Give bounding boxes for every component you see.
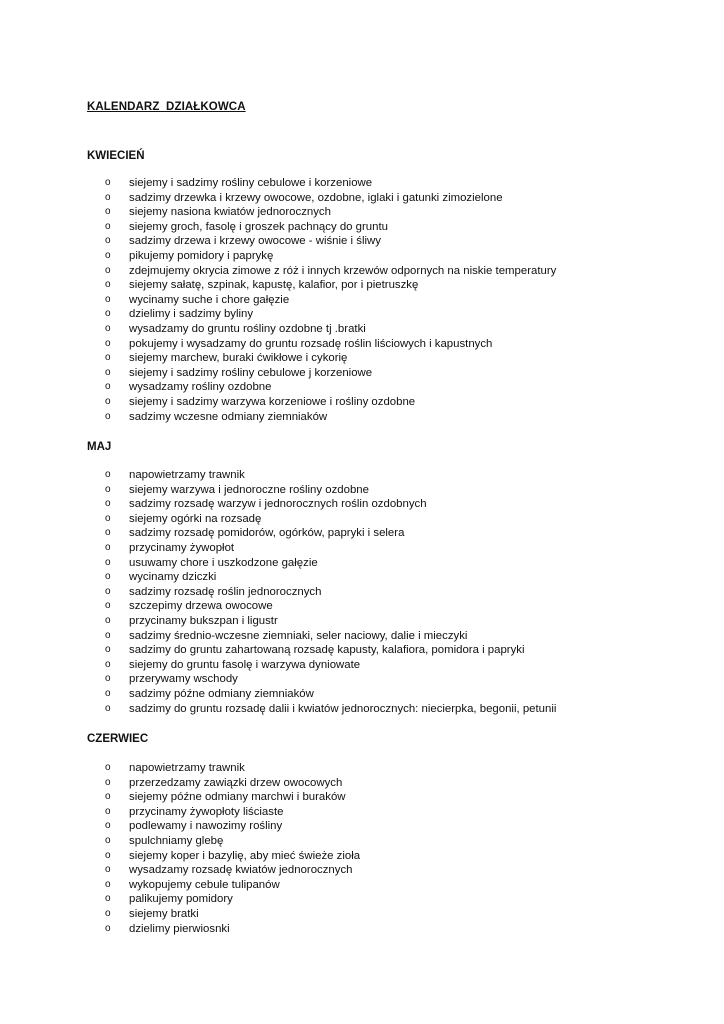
bullet-icon: o <box>105 629 111 641</box>
list-item <box>0 658 724 673</box>
list-april <box>0 176 724 424</box>
bullet-icon: o <box>105 410 111 422</box>
bullet-icon: o <box>105 673 111 685</box>
bullet-icon: o <box>105 264 111 276</box>
list-item-text: sadzimy do gruntu rozsadę dalii i kwiatów jednorocznych: niecierpka, begonii, petunii <box>129 702 557 715</box>
list-item-text: palikujemy pomidory <box>129 893 233 906</box>
bullet-icon: o <box>105 235 111 247</box>
list-item <box>0 351 724 366</box>
list-item <box>0 322 724 337</box>
bullet-icon: o <box>105 702 111 714</box>
bullet-icon: o <box>105 600 111 612</box>
list-item-text: pokujemy i wysadzamy do gruntu rozsadę roślin liściowych i kapustnych <box>129 337 493 350</box>
list-item <box>0 191 724 206</box>
list-item <box>0 570 724 585</box>
list-may <box>0 468 724 716</box>
list-item <box>0 380 724 395</box>
list-item-text: sadzimy późne odmiany ziemniaków <box>129 687 314 700</box>
list-item-text: szczepimy drzewa owocowe <box>129 600 273 613</box>
list-item <box>0 366 724 381</box>
bullet-icon: o <box>105 893 111 905</box>
list-item-text: spulchniamy glebę <box>129 834 224 847</box>
bullet-icon: o <box>105 527 111 539</box>
bullet-icon: o <box>105 820 111 832</box>
list-item <box>0 805 724 820</box>
bullet-icon: o <box>105 571 111 583</box>
list-item-text: siejemy bratki <box>129 907 199 920</box>
bullet-icon: o <box>105 864 111 876</box>
list-item <box>0 556 724 571</box>
list-item <box>0 293 724 308</box>
list-item <box>0 672 724 687</box>
list-item <box>0 585 724 600</box>
list-item-text: dzielimy pierwiosnki <box>129 922 230 935</box>
list-item-text: wycinamy dziczki <box>129 571 217 584</box>
list-item-text: siejemy sałatę, szpinak, kapustę, kalafior, por i pietruszkę <box>129 279 419 292</box>
bullet-icon: o <box>105 366 111 378</box>
list-item-text: przerywamy wschody <box>129 673 238 686</box>
list-item <box>0 337 724 352</box>
list-item-text: sadzimy drzewa i krzewy owocowe - wiśnie i śliwy <box>129 235 381 248</box>
list-item-text: siejemy i sadzimy rośliny cebulowe j korzeniowe <box>129 366 373 379</box>
list-item-text: sadzimy rozsadę roślin jednorocznych <box>129 585 322 598</box>
list-item-text: wysadzamy rozsadę kwiatów jednorocznych <box>129 864 353 877</box>
bullet-icon: o <box>105 644 111 656</box>
bullet-icon: o <box>105 907 111 919</box>
list-item-text: przycinamy bukszpan i ligustr <box>129 614 278 627</box>
list-item <box>0 307 724 322</box>
list-item <box>0 395 724 410</box>
list-item-text: siejemy i sadzimy warzywa korzeniowe i rośliny ozdobne <box>129 395 416 408</box>
bullet-icon: o <box>105 206 111 218</box>
bullet-icon: o <box>105 220 111 232</box>
bullet-icon: o <box>105 541 111 553</box>
list-item-text: pikujemy pomidory i paprykę <box>129 249 274 262</box>
list-item-text: napowietrzamy trawnik <box>129 469 245 481</box>
section-heading-april: KWIECIEŃ <box>87 150 145 162</box>
list-item <box>0 819 724 834</box>
list-item <box>0 863 724 878</box>
bullet-icon: o <box>105 322 111 334</box>
list-item-text: zdejmujemy okrycia zimowe z róż i innych krzewów odpornych na niskie temperatury <box>129 264 557 277</box>
list-item <box>0 468 724 483</box>
bullet-icon: o <box>105 337 111 349</box>
list-item <box>0 922 724 937</box>
list-item <box>0 790 724 805</box>
list-item <box>0 907 724 922</box>
list-item-text: siejemy koper i bazylię, aby mieć świeże zioła <box>129 849 361 862</box>
list-item-text: wykopujemy cebule tulipanów <box>129 878 280 891</box>
list-item <box>0 249 724 264</box>
bullet-icon: o <box>105 293 111 305</box>
bullet-icon: o <box>105 395 111 407</box>
list-item <box>0 483 724 498</box>
list-item <box>0 687 724 702</box>
bullet-icon: o <box>105 512 111 524</box>
bullet-icon: o <box>105 249 111 261</box>
list-item-text: usuwamy chore i uszkodzone gałęzie <box>129 556 318 569</box>
bullet-icon: o <box>105 381 111 393</box>
bullet-icon: o <box>105 191 111 203</box>
document-title: KALENDARZ DZIAŁKOWCA <box>87 101 246 113</box>
list-item <box>0 541 724 556</box>
list-item <box>0 526 724 541</box>
bullet-icon: o <box>105 762 111 773</box>
list-item <box>0 205 724 220</box>
list-item-text: siejemy warzywa i jednoroczne rośliny ozdobne <box>129 483 369 496</box>
list-item <box>0 599 724 614</box>
bullet-icon: o <box>105 834 111 846</box>
list-item <box>0 834 724 849</box>
list-item <box>0 234 724 249</box>
bullet-icon: o <box>105 279 111 291</box>
list-item-text: sadzimy rozsadę warzyw i jednorocznych roślin ozdobnych <box>129 498 427 511</box>
list-item <box>0 849 724 864</box>
list-item-text: napowietrzamy trawnik <box>129 762 245 774</box>
list-item-text: wycinamy suche i chore gałęzie <box>129 293 290 306</box>
bullet-icon: o <box>105 658 111 670</box>
list-item-text: siejemy ogórki na rozsadę <box>129 512 262 525</box>
section-heading-may: MAJ <box>87 441 112 453</box>
list-item-text: sadzimy wczesne odmiany ziemniaków <box>129 410 328 423</box>
list-item-text: wysadzamy do gruntu rośliny ozdobne tj .bratki <box>129 322 366 335</box>
bullet-icon: o <box>105 308 111 320</box>
list-item-text: przycinamy żywopłoty liściaste <box>129 805 284 818</box>
list-item <box>0 776 724 791</box>
bullet-icon: o <box>105 922 111 934</box>
list-item <box>0 614 724 629</box>
list-item-text: siejemy groch, fasolę i groszek pachnący do gruntu <box>129 220 388 233</box>
list-item-text: przycinamy żywopłot <box>129 541 235 554</box>
list-item-text: siejemy późne odmiany marchwi i buraków <box>129 791 346 804</box>
list-item-text: siejemy marchew, buraki ćwikłowe i cykorię <box>129 352 348 365</box>
bullet-icon: o <box>105 614 111 626</box>
bullet-icon: o <box>105 687 111 699</box>
list-june <box>0 761 724 936</box>
list-item-text: sadzimy do gruntu zahartowaną rozsadę kapusty, kalafiora, pomidora i papryki <box>129 644 525 657</box>
bullet-icon: o <box>105 849 111 861</box>
bullet-icon: o <box>105 469 111 480</box>
list-item-text: sadzimy drzewka i krzewy owocowe, ozdobne, iglaki i gatunki zimozielone <box>129 191 503 204</box>
list-item <box>0 220 724 235</box>
bullet-icon: o <box>105 791 111 803</box>
list-item <box>0 878 724 893</box>
list-item <box>0 512 724 527</box>
list-item-text: siejemy i sadzimy rośliny cebulowe i korzeniowe <box>129 177 373 189</box>
list-item-text: wysadzamy rośliny ozdobne <box>129 381 272 394</box>
bullet-icon: o <box>105 805 111 817</box>
list-item-text: podlewamy i nawozimy rośliny <box>129 820 283 833</box>
list-item-text: sadzimy rozsadę pomidorów, ogórków, papryki i selera <box>129 527 405 540</box>
bullet-icon: o <box>105 483 111 495</box>
list-item <box>0 702 724 717</box>
list-item <box>0 892 724 907</box>
list-item-text: siejemy nasiona kwiatów jednorocznych <box>129 206 331 219</box>
bullet-icon: o <box>105 177 111 188</box>
bullet-icon: o <box>105 498 111 510</box>
section-heading-june: CZERWIEC <box>87 733 149 745</box>
bullet-icon: o <box>105 556 111 568</box>
list-item <box>0 410 724 425</box>
bullet-icon: o <box>105 776 111 788</box>
list-item-text: dzielimy i sadzimy byliny <box>129 308 254 321</box>
list-item <box>0 629 724 644</box>
list-item <box>0 497 724 512</box>
bullet-icon: o <box>105 585 111 597</box>
list-item-text: przerzedzamy zawiązki drzew owocowych <box>129 776 343 789</box>
list-item <box>0 176 724 191</box>
bullet-icon: o <box>105 352 111 364</box>
list-item-text: sadzimy średnio-wczesne ziemniaki, seler naciowy, dalie i mieczyki <box>129 629 468 642</box>
list-item <box>0 264 724 279</box>
bullet-icon: o <box>105 878 111 890</box>
list-item <box>0 643 724 658</box>
list-item <box>0 278 724 293</box>
list-item <box>0 761 724 776</box>
list-item-text: siejemy do gruntu fasolę i warzywa dyniowate <box>129 658 361 671</box>
